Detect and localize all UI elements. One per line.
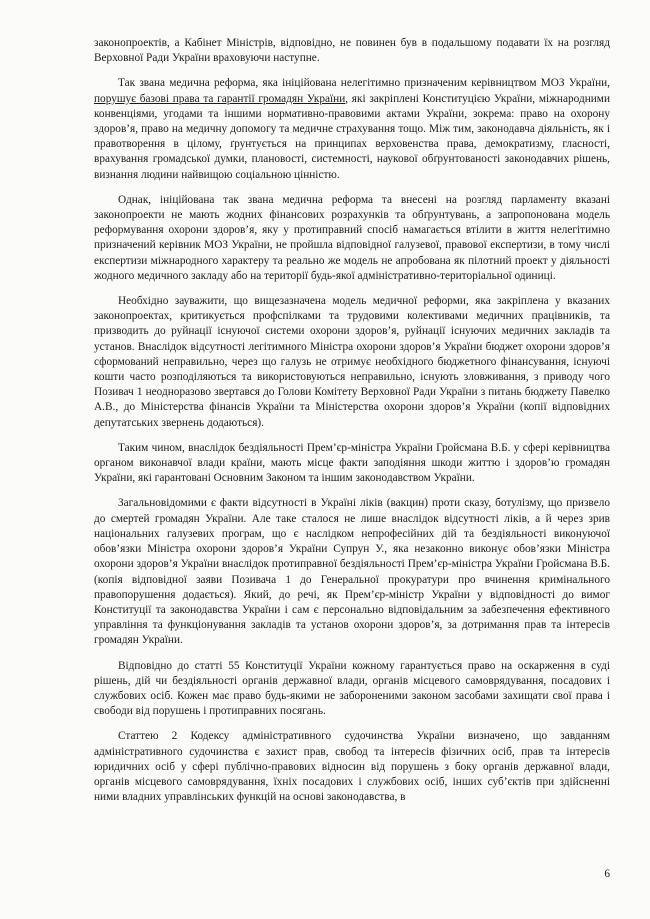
page-number: 6 bbox=[604, 868, 610, 880]
paragraph-text: Так звана медична реформа, яка ініційована нелегітимно призначеним керівництвом МОЗ України, bbox=[118, 77, 610, 90]
underlined-text: порушує базові права та гарантії громадян України bbox=[94, 92, 346, 105]
paragraph-no-calculations: Однак, ініційована так звана медична реформа та внесені на розгляд парламенту вказані законопроекти не мають жодних фінансових розрахунків та обґрунтувань, а запропонована модель реформування охорони здоров’я, яку у протиправний спосіб намагається втілити в життя нелегітимно призначений керівник МОЗ України, не пройшла відповідної галузевої, правової експертизи, в тому числі експертизи міжнародного характеру та реально же модель не апробована як пілотний проект у діяльності жодного медичного закладу або на території будь-якої адміністративно-територіальної одиниці. bbox=[94, 193, 610, 282]
paragraph-harm: Таким чином, внаслідок бездіяльності Прем’єр-міністра України Гройсмана В.Б. у сфері керівництва органом виконавчої влади країни, мають місце факти заподіяння шкоди життю і здоров’ю громадян України, які гарантовані Основним Законом та іншим законодавством України. bbox=[94, 441, 610, 485]
paragraph-medical-reform bbox=[94, 76, 610, 182]
paragraph-continuation: законопроектів, а Кабінет Міністрів, відповідно, не повинен був в подальшому подавати їх на розгляд Верховної Ради України враховуючи наступне. bbox=[94, 37, 610, 65]
paragraph-vaccines: Загальновідомими є факти відсутності в Україні ліків (вакцин) проти сказу, ботулізму, що призвело до смертей громадян України. Але таке сталося не лише внаслідок відсутності ліків, а й через зрив національних галузевих програм, що є наслідком непрофесійних дій та бездіяльності виконуючої обов’язки Міністра охорони здоров’я України Супрун У., яка незаконно виконує обов’язки Міністра охорони здоров’я України внаслідок протиправної бездіяльності Прем’єр-міністра України Гройсмана В.Б. (копія відповідної заяви Позивача 1 до Генеральної прокуратури про вчинення кримінального правопорушення додається). Який, до речі, як Прем’єр-міністр України у відповідності до вимог Конституції та законодавства України і сам є персонально відповідальним за забезпечення ефективного управління та функціонування закладів та установ охорони здоров’я, за дотримання прав та інтересів громадян України. bbox=[94, 497, 610, 647]
paragraph-text: , які закріплені Конституцією України, міжнародними конвенціями, угодами та іншими нормативно-правовими актами України, зокрема: право на охорону здоров’я, право на медичну допомогу та медичне страхування тощо. Між тим, законодавча діяльність, як і правотворення в цілому, ґрунтується на принципах верховенства права, демократизму, гласності, врахування громадської думки, плановості, системності, наукової обґрунтованості законодавчих рішень, визнання людини найвищою соціальною цінністю. bbox=[94, 92, 610, 181]
paragraph-article-2: Статтею 2 Кодексу адміністративного судочинства України визначено, що завданням адміністративного судочинства є захист прав, свобод та інтересів фізичних осіб, прав та інтересів юридичних осіб у сфері публічно-правових відносин від порушень з боку органів державної влади, органів місцевого самоврядування, їхніх посадових і службових осіб, інших суб’єктів при здійсненні ними владних управлінських функцій на основі законодавства, в bbox=[94, 730, 610, 804]
paragraph-article-55: Відповідно до статті 55 Конституції України кожному гарантується право на оскарження в суді рішень, дій чи бездіяльності органів державної влади, органів місцевого самоврядування, посадових і службових осіб. Кожен має право будь-якими не забороненими законом засобами захищати свої права і свободи від порушень і протиправних посягань. bbox=[94, 659, 610, 718]
paragraph-criticism: Необхідно зауважити, що вищезазначена модель медичної реформи, яка закріплена у вказаних законопроектах, критикується профспілками та трудовими колективами медичних працівників, та призводить до руйнації існуючої системи охорони здоров’я, руйнації існуючих медичних закладів та установ. Внаслідок відсутності легітимного Міністра охорони здоров’я України бюджет охорони здоров’я сформований неправильно, через що галузь не отримує необхідного бюджетного фінансування, існуючі кошти часто розподіляються та використовуються неправильно, існують зловживання, з приводу чого Позивач 1 неодноразово звертався до Голови Комітету Верховної Ради України з питань бюджету Павелко А.В., до Міністерства фінансів України та Міністерства охорони здоров’я України (копії відповідних депутатських звернень додаються). bbox=[94, 295, 610, 429]
